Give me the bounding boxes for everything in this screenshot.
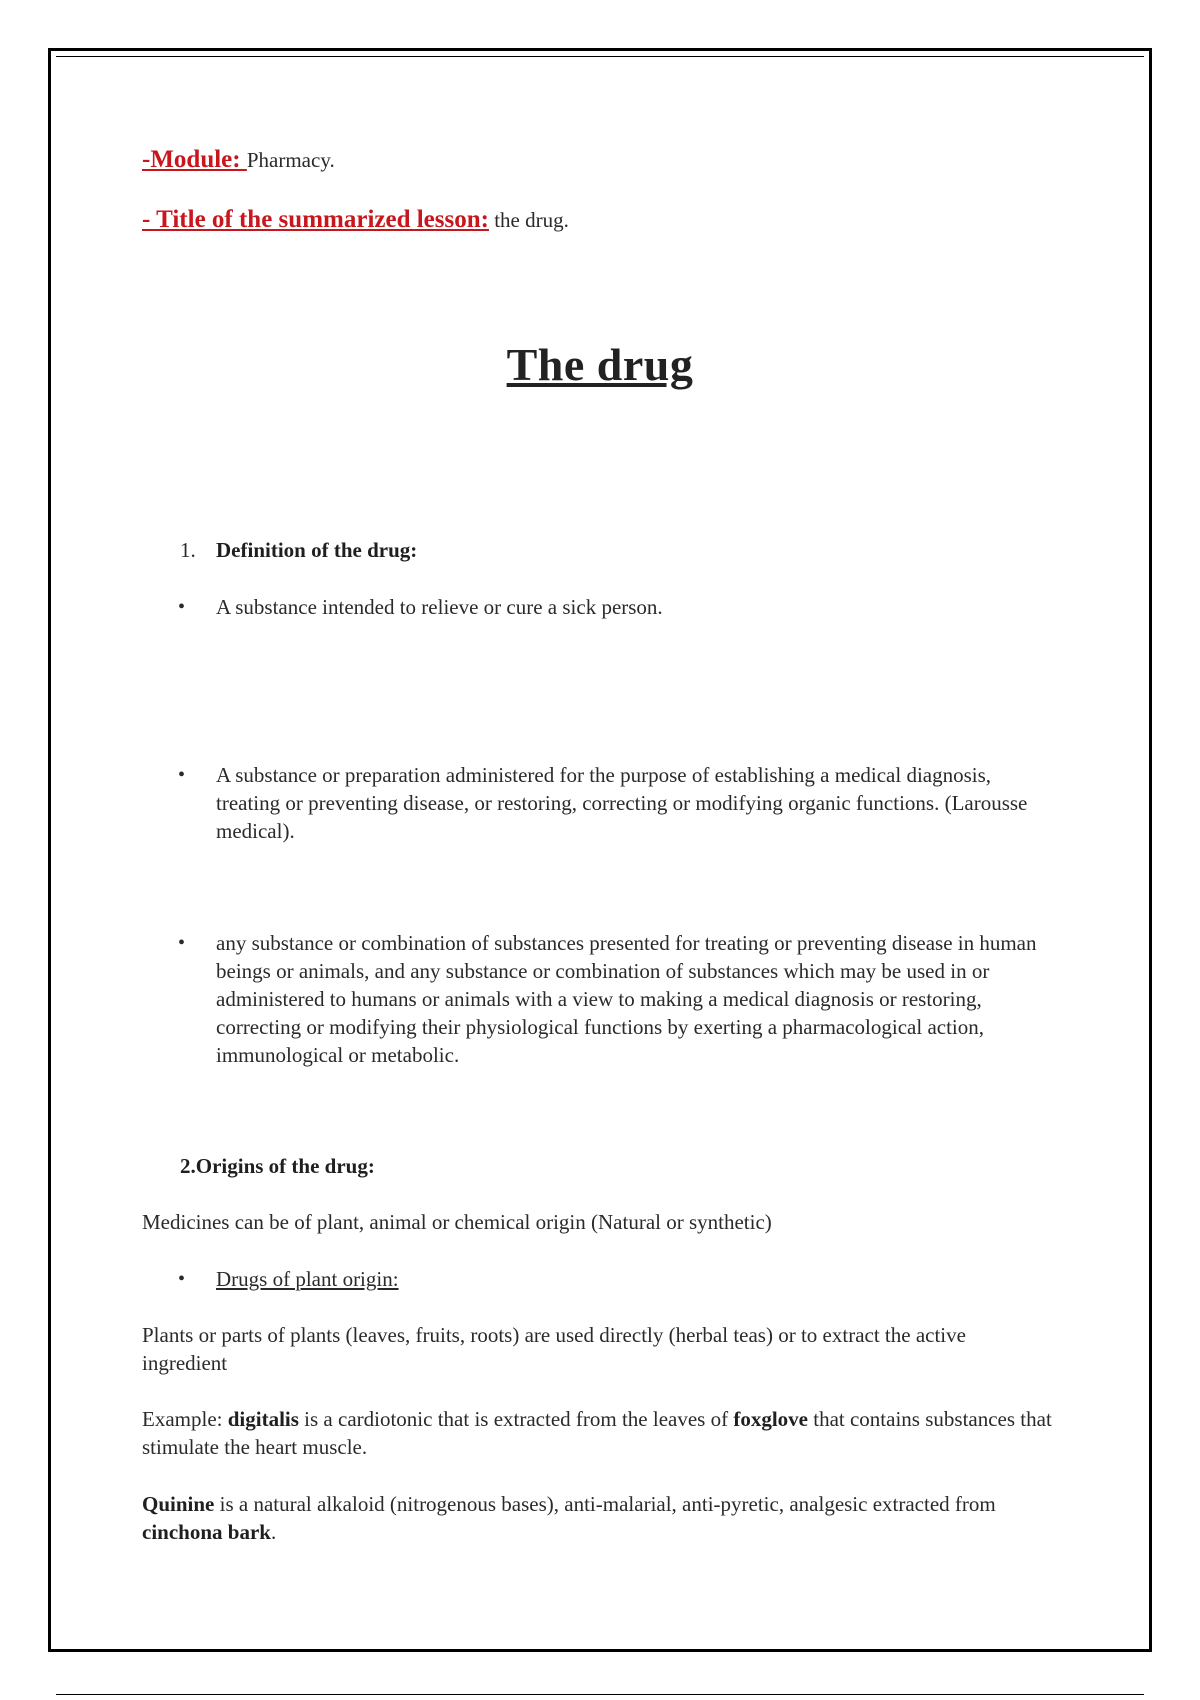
lesson-title-line	[142, 206, 569, 234]
bullet-marker: •	[178, 932, 186, 954]
module-line	[142, 146, 335, 174]
plants-paragraph: Plants or parts of plants (leaves, fruits, roots) are used directly (herbal teas) or to extract the active ingredient	[142, 1323, 966, 1375]
bullet-marker: •	[178, 764, 186, 786]
quinine-paragraph	[142, 1490, 1022, 1546]
example-prefix: Example:	[142, 1407, 228, 1431]
lesson-title-label: - Title of the summarized lesson:	[142, 206, 489, 233]
section1-heading: Definition of the drug:	[216, 538, 418, 562]
section2-heading: 2.Origins of the drug:	[180, 1154, 375, 1178]
quinine-term: Quinine	[142, 1492, 215, 1516]
origins-intro: Medicines can be of plant, animal or chemical origin (Natural or synthetic)	[142, 1210, 772, 1234]
module-label: -Module:	[142, 146, 247, 173]
footer-rule	[56, 1694, 1144, 1695]
example-suffix: that contains substances that stimulate the heart muscle.	[142, 1407, 1052, 1459]
bullet-marker: •	[178, 596, 186, 618]
definition-bullet-2: A substance or preparation administered for the purpose of establishing a medical diagnosis, treating or preventing disease, or restoring, correcting or modifying organic functions. (Larousse medical).	[216, 763, 1028, 843]
definition-bullet-3: any substance or combination of substances presented for treating or preventing disease in human beings or animals, and any substance or combination of substances which may be used in or administered to humans or animals with a view to making a medical diagnosis or restoring, correcting or modifying their physiological functions by exerting a pharmacological action, immunological or metabolic.	[216, 931, 1037, 1067]
plant-origin-subheading: Drugs of plant origin:	[216, 1267, 399, 1291]
example-middle: is a cardiotonic that is extracted from the leaves of	[298, 1407, 734, 1431]
quinine-middle: is a natural alkaloid (nitrogenous bases), anti-malarial, anti-pyretic, analgesic extracted from	[214, 1492, 996, 1516]
foxglove-term: foxglove	[733, 1407, 808, 1431]
section1-number: 1.	[180, 538, 196, 562]
module-value: Pharmacy.	[246, 148, 335, 172]
digitalis-term: digitalis	[227, 1407, 299, 1431]
bullet-marker: •	[178, 1268, 186, 1290]
definition-bullet-1: A substance intended to relieve or cure a sick person.	[216, 595, 663, 619]
cinchona-term: cinchona bark	[142, 1520, 271, 1544]
lesson-title-value: the drug.	[488, 208, 569, 232]
digitalis-example	[142, 1405, 1052, 1461]
top-rule	[56, 56, 1144, 57]
quinine-suffix: .	[270, 1520, 277, 1544]
page-title: The drug	[506, 339, 694, 390]
